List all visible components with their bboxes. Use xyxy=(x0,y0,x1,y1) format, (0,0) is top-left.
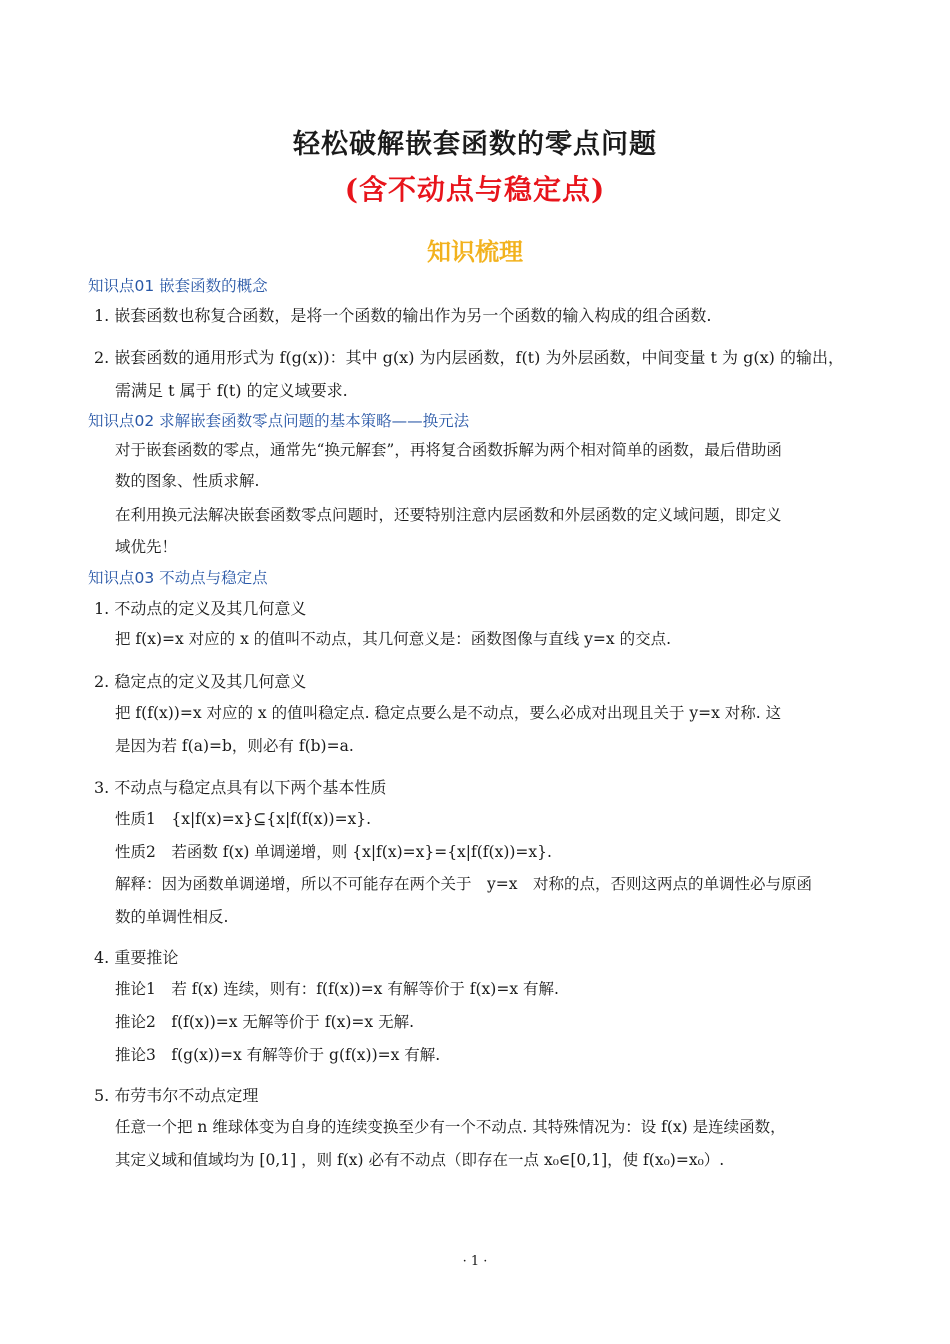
kp3-s4-title: 4. 重要推论 xyxy=(94,948,179,967)
kp3-s2-title: 2. 稳定点的定义及其几何意义 xyxy=(94,672,307,691)
kp3-s5-line2: 其定义域和值域均为 [0,1] ，则 f(x) 必有不动点（即存在一点 x₀∈[0,1]，使 f(x₀)=x₀）. xyxy=(115,1151,725,1169)
kp3-s3-title: 3. 不动点与稳定点具有以下两个基本性质 xyxy=(94,778,387,797)
kp3-s1-title: 1. 不动点的定义及其几何意义 xyxy=(94,599,307,618)
kp2-para1-line1: 对于嵌套函数的零点，通常先“换元解套”，再将复合函数拆解为两个相对简单的函数，最后借助函 xyxy=(115,441,782,459)
kp3-s2-line2: 是因为若 f(a)=b，则必有 f(b)=a. xyxy=(115,737,354,755)
kp3-s4-corollary3: 推论3 f(g(x))=x 有解等价于 g(f(x))=x 有解. xyxy=(115,1046,441,1064)
document-subtitle: (含不动点与稳定点) xyxy=(344,173,606,206)
document-title: 轻松破解嵌套函数的零点问题 xyxy=(293,129,657,160)
kp1-item2-line2: 需满足 t 属于 f(t) 的定义域要求. xyxy=(115,381,348,400)
kp3-s5-title: 5. 布劳韦尔不动点定理 xyxy=(94,1086,259,1105)
page-number: · 1 · xyxy=(462,1254,488,1269)
kp1-item2-line1: 2. 嵌套函数的通用形式为 f(g(x))：其中 g(x) 为内层函数，f(t) 为外层函数，中间变量 t 为 g(x) 的输出， xyxy=(94,348,844,367)
kp2-para2-line1: 在利用换元法解决嵌套函数零点问题时，还要特别注意内层函数和外层函数的定义域问题，即定义 xyxy=(115,506,782,524)
kp2-para1-line2: 数的图象、性质求解. xyxy=(115,472,260,490)
kp1-heading: 知识点01 嵌套函数的概念 xyxy=(88,277,268,295)
kp3-s3-explain-line1: 解释：因为函数单调递增，所以不可能存在两个关于 y=x 对称的点，否则这两点的单调性必与原函 xyxy=(115,875,812,893)
kp3-s3-property1: 性质1 {x|f(x)=x}⊆{x|f(f(x))=x}. xyxy=(115,810,372,828)
kp2-heading: 知识点02 求解嵌套函数零点问题的基本策略——换元法 xyxy=(88,412,470,430)
section-heading: 知识梳理 xyxy=(427,237,523,266)
kp3-s1-body: 把 f(x)=x 对应的 x 的值叫不动点，其几何意义是：函数图像与直线 y=x 的交点. xyxy=(115,630,672,648)
kp3-s5-line1: 任意一个把 n 维球体变为自身的连续变换至少有一个不动点. 其特殊情况为：设 f(x) 是连续函数， xyxy=(115,1118,786,1136)
kp2-para2-line2: 域优先！ xyxy=(115,538,178,556)
kp1-item1: 1. 嵌套函数也称复合函数，是将一个函数的输出作为另一个函数的输入构成的组合函数. xyxy=(94,306,712,325)
kp3-s4-corollary1: 推论1 若 f(x) 连续，则有：f(f(x))=x 有解等价于 f(x)=x 有解. xyxy=(115,980,559,998)
kp3-s3-property2: 性质2 若函数 f(x) 单调递增，则 {x|f(x)=x}={x|f(f(x))=x}. xyxy=(115,843,552,861)
kp3-s3-explain-line2: 数的单调性相反. xyxy=(115,908,229,926)
kp3-s2-line1: 把 f(f(x))=x 对应的 x 的值叫稳定点. 稳定点要么是不动点，要么必成对出现且关于 y=x 对称. 这 xyxy=(115,704,782,722)
kp3-heading: 知识点03 不动点与稳定点 xyxy=(88,569,268,587)
kp3-s4-corollary2: 推论2 f(f(x))=x 无解等价于 f(x)=x 无解. xyxy=(115,1013,415,1031)
